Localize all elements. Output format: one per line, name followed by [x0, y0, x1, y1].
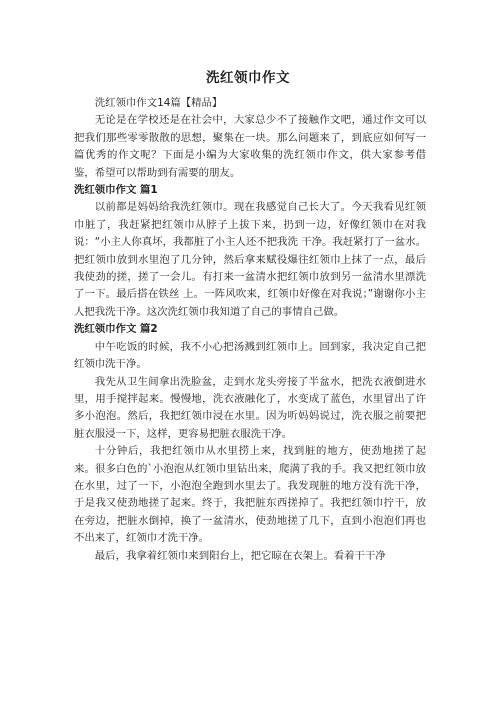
- body-paragraph: 十分钟后，我把红领巾从水里捞上来，找到脏的地方，使劲地搓了起来。很多白色的`小泡泡从红领巾里钻出来，爬满了我的手。我又把红领巾放在水里，过了一下，小泡泡全跑到水里去了。我发现脏的地方没有洗干净，于是我又使劲地搓了起来。终于，我把脏东西搓掉了。我把红领巾拧干，放在旁边，把脏水倒掉，换了一盆清水，使劲地搓了几下，直到小泡泡们再也不出来了，红领巾才洗干净。: [74, 445, 426, 545]
- page-title: 洗红领巾作文: [206, 70, 290, 86]
- document-body: [74, 95, 426, 565]
- section-heading: 洗红领巾作文 篇1: [74, 184, 158, 197]
- subtitle-line: 洗红领巾作文14篇【精品】: [94, 97, 223, 109]
- intro-paragraph: 无论是在学校还是在社会中，大家总少不了接触作文吧，通过作文可以把我们那些零零散散的思想，聚集在一块。那么问题来了，到底应如何写一篇优秀的作文呢？下面是小编为大家收集的洗红领巾作文，供大家参考借鉴，希望可以帮助到有需要的朋友。: [74, 114, 426, 179]
- section-heading: 洗红领巾作文 篇2: [74, 323, 158, 336]
- body-paragraph: 中午吃饭的时候，我不小心把汤溅到红领巾上。回到家，我决定自己把红领巾洗干净。: [74, 340, 426, 371]
- body-paragraph: 我先从卫生间拿出洗脸盆，走到水龙头旁接了半盆水，把洗衣液倒进水里，用手搅拌起来。慢慢地，洗衣液融化了，水变成了蓝色，水里冒出了许多小泡泡。然后，我把红领巾浸在水里。因为听妈妈说过，洗衣服之前要把脏衣服浸一下，这样，更容易把脏衣服洗干净。: [74, 375, 426, 440]
- body-paragraph: 最后，我拿着红领巾来到阳台上，把它晾在衣架上。看着干干净: [94, 549, 386, 562]
- body-paragraph: 以前都是妈妈给我洗红领巾。现在我感觉自己长大了。今天我看见红领巾脏了，我赶紧把红领巾从脖子上拔下来，扔到一边，好像红领巾在对我说：“小主人你真坏，我都脏了小主人还不把我洗 干净。我赶紧打了一盆水。把红领巾放到水里泡了几分钟，然后拿来赋役爆往红领巾上抹了一点，最后我使劲的搓，搓了一会儿。有打来一盆清水把红领巾放到另一盆清水里漂洗了一下。最后搭在铁丝 上。一阵风吹来，红领巾好像在对我说；”谢谢你小主人把我洗干净。这次洗红领巾我知道了自己的事情自己做。: [74, 201, 426, 318]
